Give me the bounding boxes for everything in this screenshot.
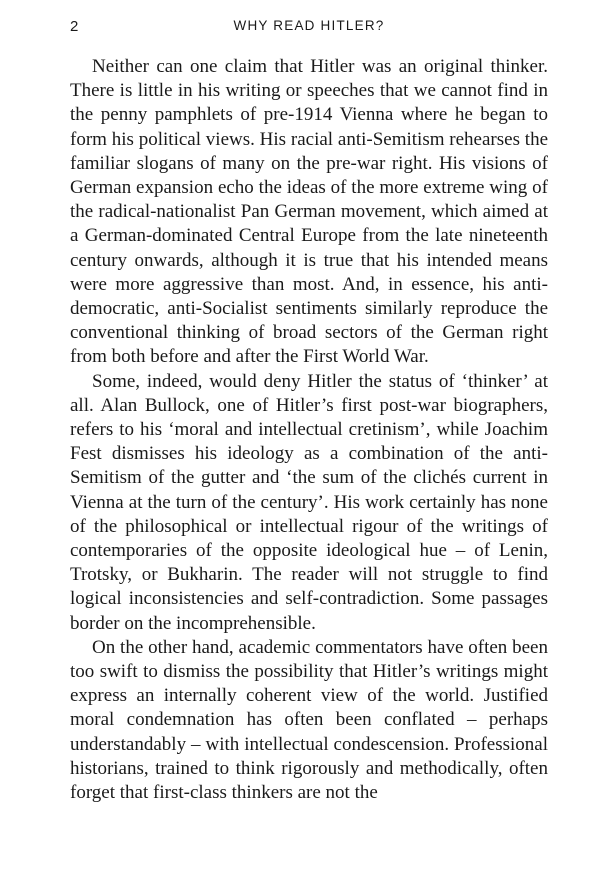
page-header — [70, 18, 548, 38]
paragraph: Neither can one claim that Hitler was an original thinker. There is little in his writing or speeches that we cannot find in the penny pamphlets of pre-1914 Vienna where he began to form his political views. His racial anti-Semitism rehearses the familiar slogans of many on the pre-war right. His visions of German expansion echo the ideas of the more extreme wing of the radical-nationalist Pan German movement, which aimed at a German-dominated Central Europe from the late nineteenth century onwards, although it is true that his intended means were more aggressive than most. And, in essence, his anti-democratic, anti-Socialist sentiments similarly reproduce the conventional thinking of broad sectors of the German right from both before and after the First World War. — [70, 56, 548, 368]
body-text — [70, 55, 548, 805]
running-head: WHY READ HITLER? — [233, 18, 385, 33]
page-number: 2 — [70, 18, 79, 35]
paragraph: On the other hand, academic commentators have often been too swift to dismiss the possibility that Hitler’s writings might express an internally coherent view of the world. Justified moral condemnation has often been conflated – perhaps understandably – with intellectual condescension. Professional historians, trained to think rigorously and methodically, often forget that first-class thinkers are not the — [70, 636, 548, 804]
paragraph: Some, indeed, would deny Hitler the status of ‘thinker’ at all. Alan Bullock, one of Hitler’s first post-war biographers, refers to his ‘moral and intellectual cretinism’, while Joachim Fest dismisses his ideology as a combination of the anti-Semitism of the gutter and ‘the sum of the clichés current in Vienna at the turn of the century’. His work certainly has none of the philosophical or intellectual rigour of the writings of contemporaries of the opposite ideological hue – of Lenin, Trotsky, or Bukharin. The reader will not struggle to find logical inconsistencies and self-contradiction. Some passages border on the incomprehensible. — [70, 370, 548, 634]
